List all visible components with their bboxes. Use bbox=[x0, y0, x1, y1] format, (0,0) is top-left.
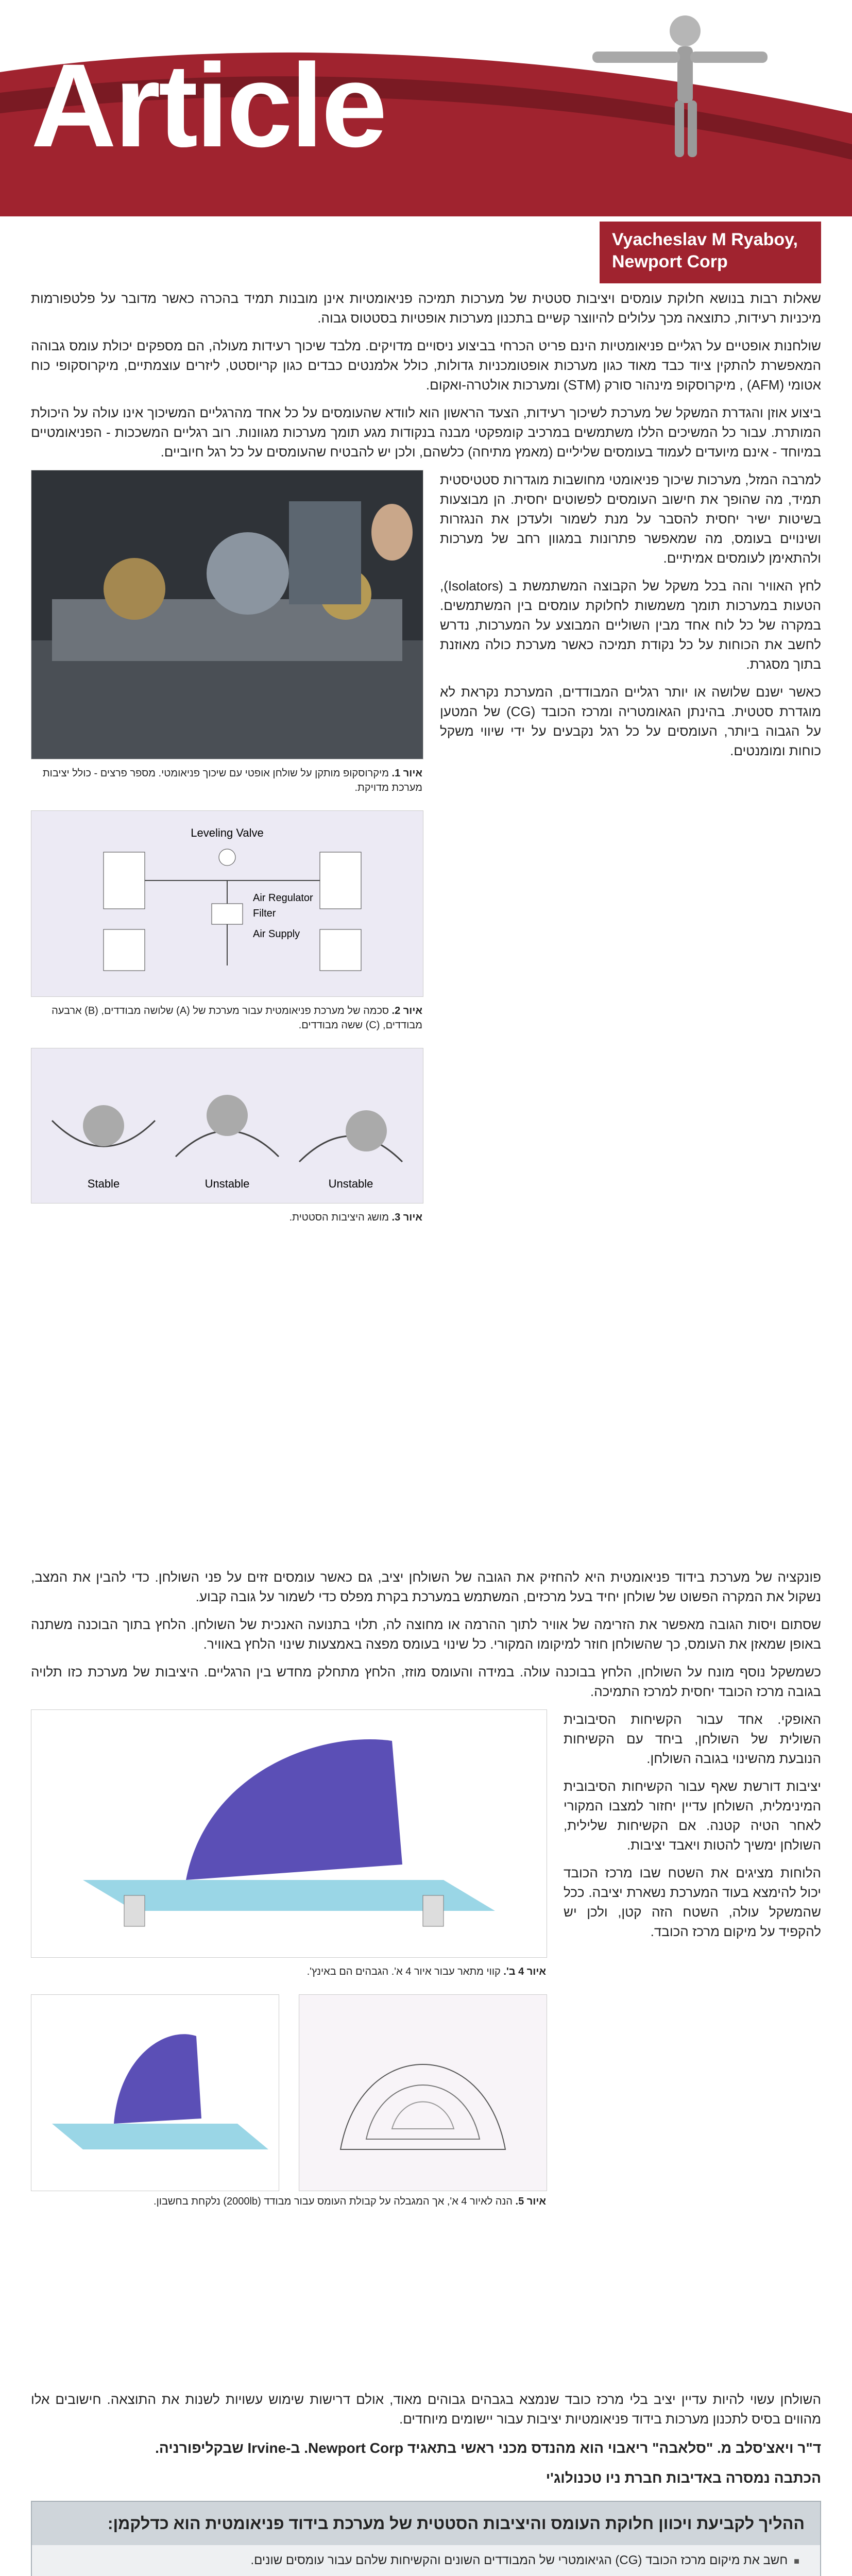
paragraph: יציבות דורשת שאף עבור הקשיחות הסיבובית המינימלית, השולחן עדיין יחזור למצבו המקורי לאחר הטיה קטנה. אם הקשיחות שלילית, השולחן ימשיך להטות ויאבד יציבות. bbox=[564, 1778, 821, 1853]
paragraph: הלוחות מציגים את השטח שבו מרכז הכובד יכול להימצא בעוד המערכת נשארת יציבה. ככל שהמשקל עולה, השטח הזה קטן, ולכן יש להקפיד על מיקום מרכז הכובד. bbox=[564, 1865, 821, 1939]
figure-4-caption bbox=[31, 1964, 546, 1979]
figure-5-group bbox=[31, 1994, 546, 2190]
air-supply-label: Air Supply bbox=[253, 928, 300, 940]
figure-column bbox=[31, 470, 422, 1240]
figure-1-label: איור 1. bbox=[391, 768, 422, 779]
figure-3-text: מושג היציבות הסטטית. bbox=[289, 1212, 389, 1223]
figure-1-text: מיקרוסקופ מותקן על שולחן אופטי עם שיכוך פניאומטי. מספר פרצים - כולל יציבות מערכת מדויקת. bbox=[42, 768, 422, 793]
filter-label: Filter bbox=[253, 908, 276, 919]
leveling-valve-label: Leveling Valve bbox=[191, 826, 264, 839]
figures-and-text-section bbox=[31, 470, 821, 1567]
figure-1-caption bbox=[31, 766, 422, 795]
figure-4-text: קווי מתאר עבור איור 4 א'. הגבהים הם באינץ'. bbox=[306, 1966, 501, 1977]
figure-2-label: איור 2. bbox=[391, 1005, 422, 1016]
article-title: Article bbox=[31, 39, 385, 172]
stability-text-column bbox=[564, 1709, 821, 1950]
paragraph: כשמשקל נוסף מונח על השולחן, הלחץ בבוכנה עולה. במידה והעומס מוזז, הלחץ מתחלק מחדש בין הרגליים. היציבות של מערכת כזו תלויה בגובה מרכז הכובד יחסית למרכז התמיכה. bbox=[31, 1664, 821, 1699]
figure-5-text: הנה לאיור 4 א', אך המגבלה על קבולת העומס עבור מבודד (2000lb) נלקחת בחשבון. bbox=[154, 2196, 513, 2207]
figure-2-diagram bbox=[31, 810, 423, 997]
procedure-bullet: ■ חשב את מיקום מרכז הכובד (CG) הגיאומטרי של המבודדים השונים והקשיחות שלהם עבור עומסים שונים. bbox=[32, 2545, 820, 2570]
paragraph: כאשר ישנם שלושה או יותר רגליים המבודדים, המערכת נקראת לא מוגדרת סטטית. בהינתן הגאומטריה ומרכז הכובד (CG) של המטען על הגבוה ביותר, העומסים על כל רגל נקבעים על ידי שיווי משקל כוחות ומומנטים. bbox=[440, 684, 821, 758]
author-company: Newport Corp bbox=[612, 251, 728, 272]
figure-2-text: סכמה של מערכת פניאומטית עבור מערכת של (A) שלושה מבודדים, (B) ארבעה מבודדים, (C) ששה מבודדים. bbox=[52, 1005, 422, 1031]
paragraph: למרבה המזל, מערכות שיכוך פניאומטי מחושבות מוגדרות סטטיסטית תמיד, מה שהופך את חישוב העומסים לפשוטים יחסית. הן מבוצעות בשיטות ישיר יחסית להסבר על מנת לשמור ולעדכן את הנגזרות ושינויים בעומס, מה שמאפשר פתרונות במגוון רחב של מערכות ולהתאימן לעומסים אמיתיים. bbox=[440, 472, 821, 566]
paragraph: שסתום ויסות הגובה מאפשר את הזרימה של אוויר לתוך ההרמה או מחוצה לה, תלוי בתנועה האנכית של השולחן. הלחץ בתוך הבוכנה משתנה באופן שמאזן את העומס, כך שהשולחן חוזר למיקומו המקורי. כל שינוי בעומס מפצה באמצעות שינוי הלחץ באוויר. bbox=[31, 1617, 821, 1652]
unstable-label: Unstable bbox=[328, 1177, 373, 1190]
figure-5-caption bbox=[31, 2194, 546, 2209]
author-bio: ד"ר ויאצ'סלב מ. "סלאבה" ריאבוי הוא מהנדס מכני ראשי בתאגיד Newport Corp. ב-Irvine שבקליפורניה. bbox=[155, 2440, 821, 2456]
procedure-heading: ההליך לקביעת ויכוון חלוקת העומס והיציבות הסטטית של מערכת בידוד פניאומטית הוא כדלקמן: bbox=[32, 2502, 820, 2545]
figure-3-diagram bbox=[31, 1048, 423, 1204]
text-column bbox=[440, 470, 821, 769]
paragraph: השולחן עשוי להיות עדיין יציב בלי מרכז כובד שנמצא בגבהים גבוהים מאוד, אולם דרישות שימוש עשויות לשנות את התוצאה. חישובים אלו מהווים בסיס לתכנון מערכות בידוד פניאומטיות יציבות עבור יישומים מיוחדים. bbox=[31, 2392, 821, 2427]
figure-2-caption bbox=[31, 1004, 422, 1032]
procedure-bullet bbox=[32, 2570, 820, 2576]
figure-5-contour bbox=[299, 1994, 547, 2191]
figure-4-label: איור 4 ב'. bbox=[503, 1966, 546, 1977]
figure-5-label: איור 5. bbox=[515, 2196, 546, 2207]
stability-figure-column bbox=[31, 1709, 546, 2224]
paragraph: האופקי. אחד עבור הקשיחות הסיבובית השולית של השולחן, ביחד עם הקשיחות הנובעת מהשינוי בגובה השולחן. bbox=[564, 1711, 821, 1766]
figure-4-3d-plot bbox=[31, 1709, 547, 1958]
stability-figures-section bbox=[31, 1709, 821, 2389]
courtesy-note: הכתבה נמסרה באדיבות חברת ניו טכנולוג'י bbox=[546, 2470, 821, 2486]
figure-1-photo bbox=[31, 470, 423, 759]
unstable-label: Unstable bbox=[205, 1177, 250, 1190]
stable-label: Stable bbox=[87, 1177, 120, 1190]
wooden-figure-illustration bbox=[546, 5, 783, 160]
procedure-box bbox=[31, 2501, 821, 2576]
paragraph: ביצוע אוזן והגדרת המשקל של מערכת לשיכוך רעידות, הצעד הראשון הוא לוודא שהעומסים על כל אחד מהרגליים המשיכוך אינו עולה על היכולת המותרת. עבור כל המשיכים הללו משתמשים במרכיב קומפקטי מבנה בנקודות מגע תומך מערכות מגוונות. רוב רגליים המשככות - הפניאומטיים במיוחד - אינם מיועדים לעמוד בעומסים שליליים (מאמץ מתיחה) כלשהם, ולכן יש להבטיח שהעומסים על כל רגל חיוביים. bbox=[31, 405, 821, 460]
paragraph: פונקציה של מערכת בידוד פניאומטית היא להחזיק את הגובה של השולחן יציב, גם כאשר עומסים זזים על פני השולחן. כדי להבין את המצב, נשקול את המקרה הפשוט של שולחן יחיד בעל מרכזים, המשתמש במערכת בקרת מפלס כדי לשמור על גובה קבוע. bbox=[31, 1569, 821, 1604]
article-content bbox=[31, 289, 821, 2576]
figure-5-3d-plot bbox=[31, 1994, 279, 2191]
figure-3-caption bbox=[31, 1210, 422, 1225]
figure-3-label: איור 3. bbox=[391, 1212, 422, 1223]
air-regulator-label: Air Regulator bbox=[253, 892, 313, 904]
paragraph: לחץ האוויר והה בכל משקל של הקבוצה המשתמשת ב (Isolators), הטעות במערכות תומך משמשות לחלוקת עומסים בין המשתמשים. במקרה של כל לוח אחד מבין השוליים המבוצע על המערכות, נדרש לחשב את הכוחות על כל נקודת תמיכה כאשר מערכת כולה מאוזנת בתוך מסגרת. bbox=[440, 578, 821, 672]
author-box bbox=[600, 222, 821, 283]
author-name: Vyacheslav M Ryaboy, bbox=[612, 230, 798, 249]
article-header bbox=[0, 0, 852, 216]
paragraph: שולחנות אופטיים על רגליים פניאומטיות הינם פריט הכרחי בביצוע ניסויים מדויקים. מלבד שיכוך רעידות מעולה, הם מספקים יכולת עומס גבוהה המאפשרת להתקין ציוד כבד מאוד כגון מערכות אופטומכניות גדולות, כולל אלמנטים כבדים כגון קריוסטט, ליזרים עוצמתיים, מיקרוסקופי כוח אטומי (AFM) , מיקרוסקופ מינהור סורק (STM) ומערכות אולטרה-ואקום. bbox=[31, 338, 821, 393]
paragraph: שאלות רבות בנושא חלוקת עומסים ויציבות סטטית של מערכות תמיכה פניאומטיות אינן מובנות תמיד בהכרה כאשר מדובר על פלטפורמות מיכניות רעידות, כתוצאה מכך עלולים להיווצר קשיים בתכנון מערכות אופטיות בסטטוס גבוה. bbox=[31, 291, 821, 326]
